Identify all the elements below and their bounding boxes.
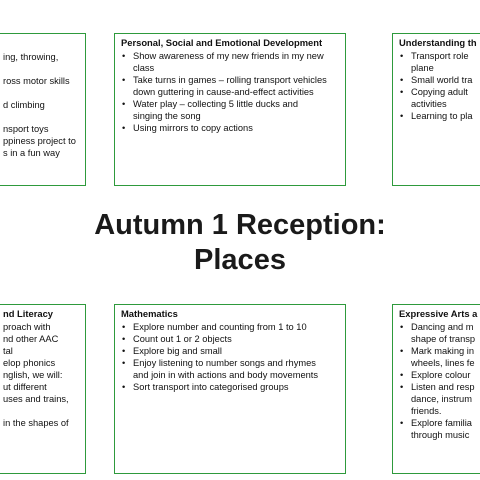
list-item: • Mark making in: [399, 345, 480, 357]
list-item: [121, 345, 339, 357]
list-item: ross motor skills: [3, 76, 70, 86]
list-item: ppiness project to: [3, 136, 76, 146]
list-line: Take turns in games – rolling transport vehicles: [133, 75, 327, 85]
list-item: friends.: [411, 406, 442, 416]
list-line: singing the song: [133, 111, 201, 121]
list-item: in the shapes of: [3, 418, 69, 428]
title-line-1: Autumn 1 Reception:: [94, 209, 386, 241]
list-item: s in a fun way: [3, 148, 60, 158]
list-line: Using mirrors to copy actions: [133, 123, 253, 133]
list-line: Enjoy listening to number songs and rhymes: [133, 358, 316, 368]
list-item: • Copying adult: [399, 86, 480, 98]
box-title: Mathematics: [121, 308, 178, 319]
mathematics-box: [114, 304, 346, 474]
list-item: tal: [3, 346, 13, 356]
physical-development-box: [0, 33, 86, 186]
list-line: Sort transport into categorised groups: [133, 382, 289, 392]
list-item: • Explore colour: [399, 369, 480, 381]
list-item: [121, 98, 339, 122]
list-item: activities: [411, 99, 447, 109]
box-title: Expressive Arts a: [399, 308, 478, 319]
box-list: [399, 50, 480, 122]
list-item: • Explore familia: [399, 417, 480, 429]
list-item: [3, 63, 79, 75]
list-line: class: [133, 63, 155, 73]
list-item: [3, 87, 79, 99]
list-item: • Learning to pla: [399, 110, 480, 122]
list-item: nglish, we will:: [3, 370, 63, 380]
list-line: Show awareness of my new friends in my new: [133, 51, 324, 61]
list-item: nsport toys: [3, 124, 49, 134]
list-item: through music: [411, 430, 470, 440]
title-line-2: Places: [194, 244, 286, 276]
list-item: [121, 74, 339, 98]
list-item: [121, 321, 339, 333]
list-line: Count out 1 or 2 objects: [133, 334, 232, 344]
list-item: [121, 333, 339, 345]
list-item: wheels, lines fe: [411, 358, 475, 368]
list-item: d climbing: [3, 100, 45, 110]
list-item: • Small world tra: [399, 74, 480, 86]
list-item: uses and trains,: [3, 394, 69, 404]
list-item: nd other AAC: [3, 334, 59, 344]
list-item: • Transport role: [399, 50, 480, 62]
box-title: Personal, Social and Emotional Development: [121, 37, 323, 48]
list-item: plane: [411, 63, 434, 73]
list-item: shape of transp: [411, 334, 476, 344]
list-item: • Listen and resp: [399, 381, 480, 393]
box-list: [3, 321, 79, 429]
list-item: [3, 405, 79, 417]
box-list: [3, 51, 79, 159]
box-title: [3, 37, 79, 49]
list-item: • Dancing and m: [399, 321, 480, 333]
list-item: elop phonics: [3, 358, 56, 368]
list-item: dance, instrum: [411, 394, 472, 404]
understanding-world-box: [392, 33, 480, 186]
list-item: ut different: [3, 382, 47, 392]
list-line: down guttering in cause-and-effect activities: [133, 87, 314, 97]
box-list: [399, 321, 480, 441]
pse-development-box: [114, 33, 346, 186]
list-line: Explore number and counting from 1 to 10: [133, 322, 307, 332]
expressive-arts-box: [392, 304, 480, 474]
box-list: [121, 50, 339, 134]
list-line: Water play – collecting 5 little ducks and: [133, 99, 299, 109]
list-item: proach with: [3, 322, 51, 332]
box-title: nd Literacy: [3, 308, 54, 319]
list-line: Explore big and small: [133, 346, 222, 356]
list-item: [3, 111, 79, 123]
list-item: ing, throwing,: [3, 52, 59, 62]
list-item: [121, 357, 339, 381]
list-item: [121, 381, 339, 393]
page-title: [0, 208, 480, 278]
list-item: [121, 122, 339, 134]
box-title: Understanding th: [399, 37, 477, 48]
list-item: [121, 50, 339, 74]
literacy-box: [0, 304, 86, 474]
box-list: [121, 321, 339, 393]
list-line: and join in with actions and body movements: [133, 370, 319, 380]
